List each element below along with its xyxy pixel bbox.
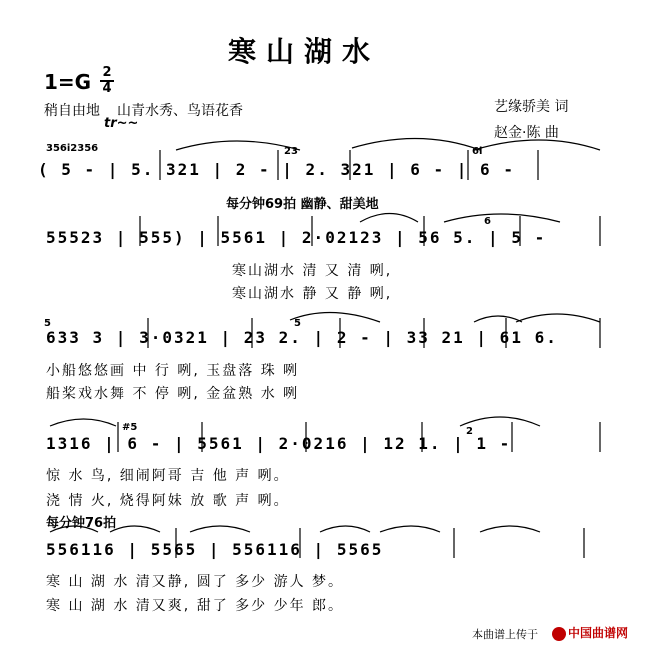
tempo-marking-2: 每分钟76拍 [46,516,117,531]
grace-notes: 6 [484,216,491,227]
lyric-line-1b: 寒山湖水 静 又 静 咧, [232,286,393,302]
tempo-marking-1: 每分钟69拍 幽静、甜美地 [226,197,379,212]
lyric-line-3b: 浇 情 火, 烧得阿妹 放 歌 声 咧。 [46,493,290,509]
staff-line-5: 556116 | 5565 | 556116 | 5565 [46,540,384,559]
grace-notes: 5 [294,318,301,329]
lyric-line-3a: 惊 水 鸟, 细闹阿哥 吉 他 声 咧。 [46,468,290,484]
site-logo[interactable] [552,624,628,641]
staff-line-1: ( 5 - | 5. 321 | 2 - | 2. 321 | 6 - | 6 - [38,160,515,179]
time-signature-top: 2 [100,66,114,82]
grace-notes: 5 [44,318,51,329]
grace-notes: 6i [472,146,483,157]
lyric-line-1a: 寒山湖水 清 又 清 咧, [232,263,393,279]
lyricist-credit: 艺缘骄美 词 [494,99,569,115]
composer-credit: 赵金·陈 曲 [494,125,559,141]
grace-notes: 23 [284,146,298,157]
lyric-line-2a: 小船悠悠画 中 行 咧, 玉盘落 珠 咧 [46,363,300,379]
site-logo-text: 中国曲谱网 [568,626,629,640]
subtitle: 山青水秀、鸟语花香 [117,103,243,119]
grace-notes: 2 [466,426,473,437]
staff-line-2: 55523 | 555) | 5561 | 2·02123 | 56 5. | 5 - [46,228,547,247]
expression-mark: 稍自由地 [44,103,100,119]
footer-text: 本曲谱上传于 [472,628,538,641]
key-signature: 1=G [44,70,92,94]
staff-line-3: 633 3 | 3·0321 | 23 2. | 2 - | 33 21 | 61 6. [46,328,558,347]
lyric-line-4b: 寒 山 湖 水 清又爽, 甜了 多少 少年 郎。 [46,598,345,614]
trill-mark: tr~~ [104,116,139,131]
lyric-line-2b: 船桨戏水舞 不 停 咧, 金盆熟 水 咧 [46,386,300,402]
page-title: 寒山湖水 [228,35,381,68]
grace-notes: #5 [122,422,138,433]
site-logo-icon [552,627,566,641]
staff-line-4: 1316 | 6 - | 5561 | 2·0216 | 12 1. | 1 - [46,434,512,453]
lyric-line-4a: 寒 山 湖 水 清又静, 圆了 多少 游人 梦。 [46,574,345,590]
grace-notes-intro: 356i2356 [46,143,99,154]
time-signature-bottom: 4 [102,81,112,96]
